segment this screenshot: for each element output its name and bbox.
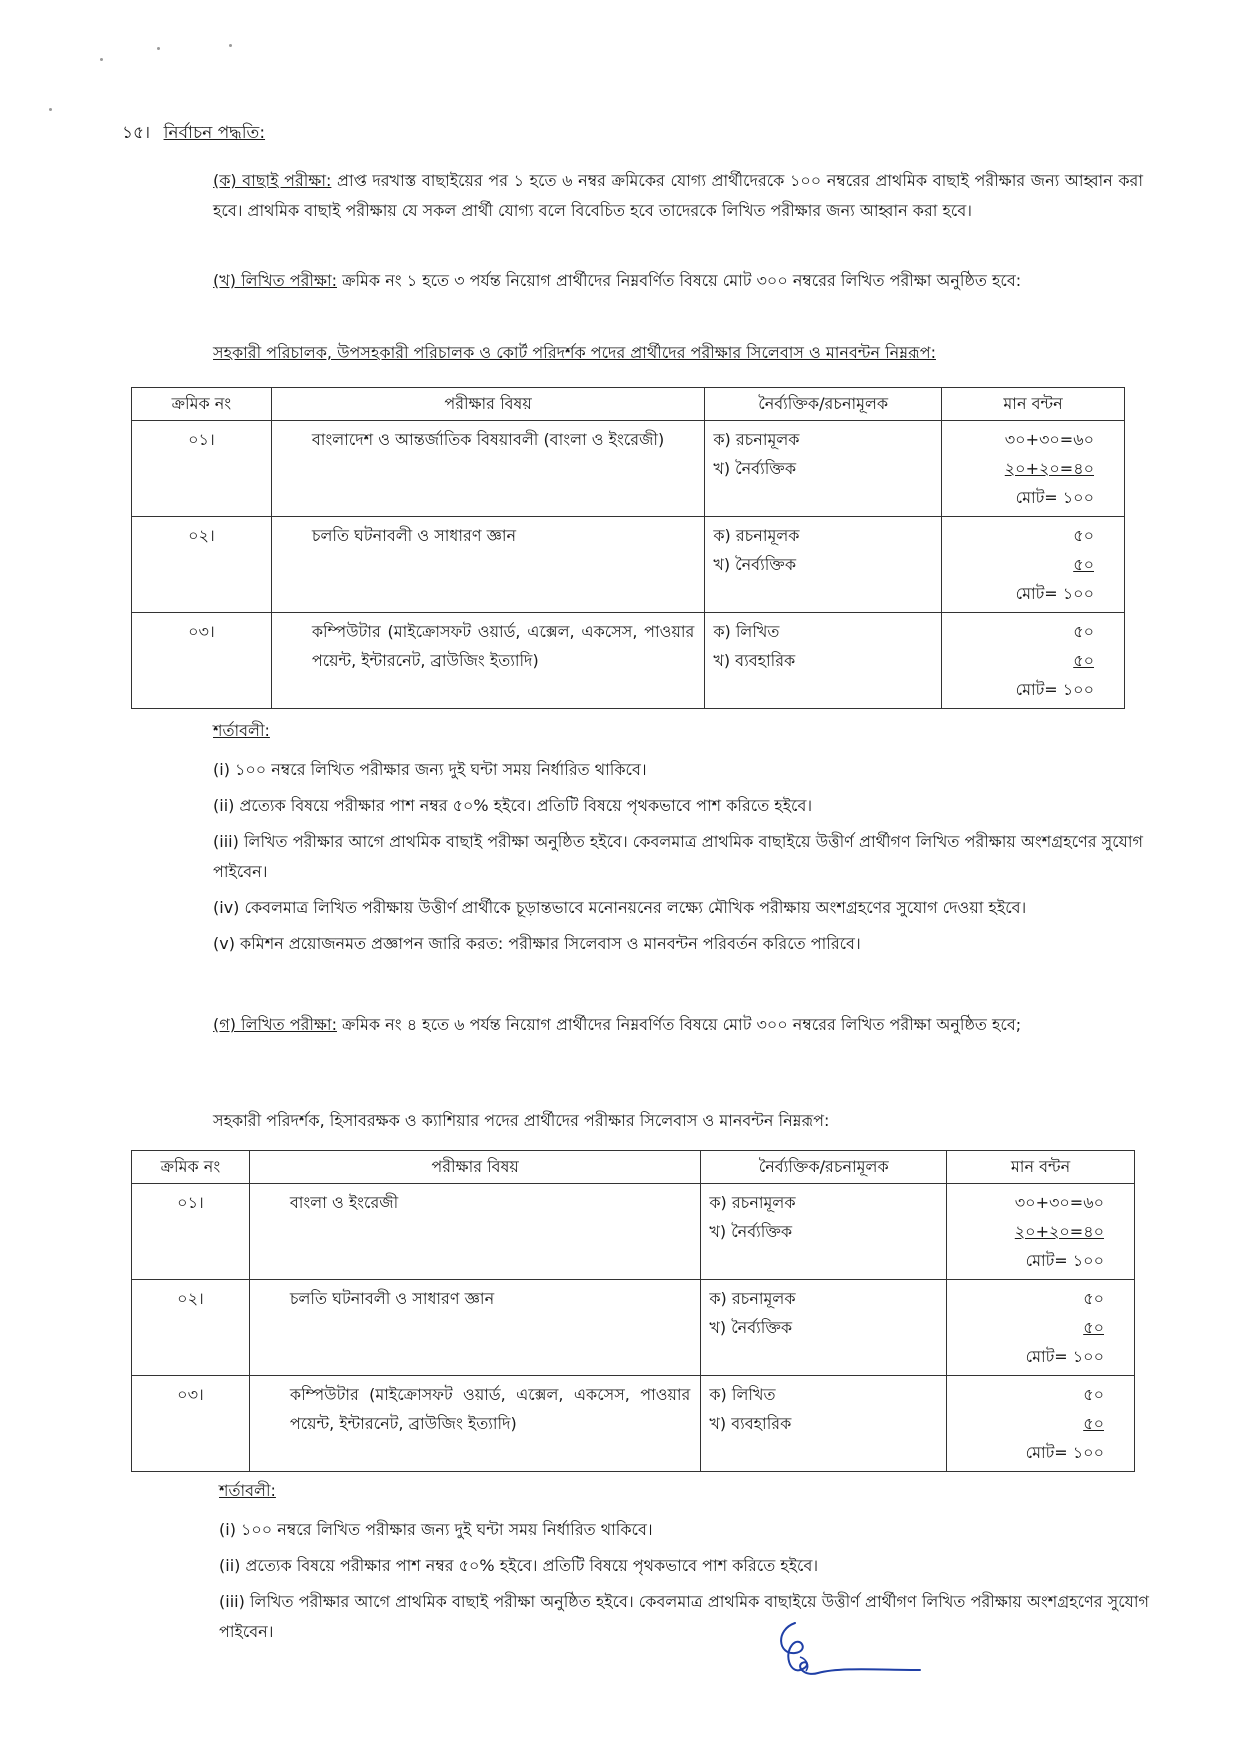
paragraph-ga-label: (গ) লিখিত পরীক্ষা:: [213, 1015, 337, 1034]
marks-total: মোট= ১০০: [1015, 584, 1094, 603]
type-cell: [705, 421, 942, 517]
marks-total: মোট= ১০০: [1015, 680, 1094, 699]
marks-line: ৫০: [1073, 555, 1094, 574]
table-row: [132, 1280, 1135, 1376]
conditions-2: [219, 1478, 1149, 1653]
header-marks: মান বন্টন: [942, 388, 1125, 421]
table-row: [132, 613, 1125, 709]
type-line: ক) রচনামূলক: [713, 430, 800, 449]
header-subject: পরীক্ষার বিষয়: [249, 1151, 700, 1184]
conditions-title: শর্তাবলী:: [213, 721, 270, 740]
condition-item: (iii) লিখিত পরীক্ষার আগে প্রাথমিক বাছাই পরীক্ষা অনুষ্ঠিত হইবে। কেবলমাত্র প্রাথমিক বাছাইয়ে উত্তীর্ণ প্রার্থীগণ লিখিত পরীক্ষায় অংশগ্রহণের সুযোগ পাইবেন।: [219, 1592, 1149, 1641]
type-line: খ) ব্যবহারিক: [713, 651, 796, 670]
marks-line: ২০+২০=৪০: [1004, 459, 1094, 478]
marks-line: ৫০: [1073, 651, 1094, 670]
type-line: ক) রচনামূলক: [713, 526, 800, 545]
type-line: খ) নৈর্ব্যক্তিক: [713, 555, 797, 574]
type-line: খ) নৈর্ব্যক্তিক: [709, 1222, 793, 1241]
paragraph-kha-label: (খ) লিখিত পরীক্ষা:: [213, 271, 337, 290]
marks-cell: [942, 613, 1125, 709]
subject-cell: বাংলাদেশ ও আন্তর্জাতিক বিষয়াবলী (বাংলা ও ইংরেজী): [271, 421, 705, 517]
conditions-title: শর্তাবলী:: [219, 1481, 276, 1500]
paragraph-ka: [213, 166, 1143, 226]
header-subject: পরীক্ষার বিষয়: [271, 388, 705, 421]
marks-line: ৫০: [1083, 1385, 1104, 1404]
condition-item: (i) ১০০ নম্বরে লিখিত পরীক্ষার জন্য দুই ঘন্টা সময় নির্ধারিত থাকিবে।: [219, 1520, 653, 1539]
header-serial: ক্রমিক নং: [132, 388, 272, 421]
type-cell: [701, 1280, 947, 1376]
marks-line: ২০+২০=৪০: [1014, 1222, 1104, 1241]
syllabus-table-1: [131, 387, 1125, 709]
paragraph-ka-text: প্রাপ্ত দরখাস্ত বাছাইয়ের পর ১ হতে ৬ নম্বর ক্রমিকের যোগ্য প্রার্থীদেরকে ১০০ নম্বরের প্রাথমিক বাছাই পরীক্ষার জন্য আহ্বান করা হবে। প্রাথমিক বাছাই পরীক্ষায় যে সকল প্রার্থী যোগ্য বলে বিবেচিত হবে তাদেরকে লিখিত পরীক্ষার জন্য আহ্বান করা হবে।: [213, 171, 1143, 220]
type-line: ক) লিখিত: [713, 622, 780, 641]
paragraph-kha-text: ক্রমিক নং ১ হতে ৩ পর্যন্ত নিয়োগ প্রার্থীদের নিম্নবর্ণিত বিষয়ে মোট ৩০০ নম্বরের লিখিত পরীক্ষা অনুষ্ঠিত হবে:: [337, 271, 1022, 290]
signature: [770, 1615, 930, 1690]
subject-cell: কম্পিউটার (মাইক্রোসফট ওয়ার্ড, এক্সেল, একসেস, পাওয়ার পয়েন্ট, ইন্টারনেট, ব্রাউজিং ইত্যাদি): [249, 1376, 700, 1472]
condition-item: (iv) কেবলমাত্র লিখিত পরীক্ষায় উত্তীর্ণ প্রার্থীকে চূড়ান্তভাবে মনোনয়নের লক্ষ্যে মৌখিক পরীক্ষায় অংশগ্রহণের সুযোগ দেওয়া হইবে।: [213, 898, 1027, 917]
paragraph-ga-text: ক্রমিক নং ৪ হতে ৬ পর্যন্ত নিয়োগ প্রার্থীদের নিম্নবর্ণিত বিষয়ে মোট ৩০০ নম্বরের লিখিত পরীক্ষা অনুষ্ঠিত হবে;: [336, 1015, 1022, 1034]
marks-cell: [947, 1280, 1135, 1376]
condition-item: (v) কমিশন প্রয়োজনমত প্রজ্ঞাপন জারি করত: পরীক্ষার সিলেবাস ও মানবন্টন পরিবর্তন করিতে পারিবে।: [213, 934, 861, 953]
header-serial: ক্রমিক নং: [132, 1151, 250, 1184]
table1-heading: সহকারী পরিচালক, উপসহকারী পরিচালক ও কোর্ট পরিদর্শক পদের প্রার্থীদের পরীক্ষার সিলেবাস ও মানবন্টন নিম্নরূপ:: [213, 343, 936, 362]
marks-total: মোট= ১০০: [1015, 488, 1094, 507]
type-cell: [701, 1184, 947, 1280]
marks-line: ৫০: [1083, 1414, 1104, 1433]
type-line: ক) লিখিত: [709, 1385, 776, 1404]
type-line: ক) রচনামূলক: [709, 1289, 796, 1308]
table-row: [132, 421, 1125, 517]
marks-total: মোট= ১০০: [1025, 1251, 1104, 1270]
type-line: খ) ব্যবহারিক: [709, 1414, 792, 1433]
condition-item: (iii) লিখিত পরীক্ষার আগে প্রাথমিক বাছাই পরীক্ষা অনুষ্ঠিত হইবে। কেবলমাত্র প্রাথমিক বাছাইয়ে উত্তীর্ণ প্রার্থীগণ লিখিত পরীক্ষায় অংশগ্রহণের সুযোগ পাইবেন।: [213, 832, 1143, 881]
serial-cell: ০১।: [132, 421, 272, 517]
paragraph-ga: [213, 1010, 1143, 1040]
marks-line: ৫০: [1073, 622, 1094, 641]
table-row: [132, 1184, 1135, 1280]
marks-line: ৫০: [1083, 1289, 1104, 1308]
type-cell: [705, 517, 942, 613]
header-type: নৈর্ব্যক্তিক/রচনামূলক: [705, 388, 942, 421]
marks-cell: [947, 1376, 1135, 1472]
type-line: খ) নৈর্ব্যক্তিক: [709, 1318, 793, 1337]
table-header-row: [132, 388, 1125, 421]
type-line: খ) নৈর্ব্যক্তিক: [713, 459, 797, 478]
table-header-row: [132, 1151, 1135, 1184]
serial-cell: ০১।: [132, 1184, 250, 1280]
table2-heading: সহকারী পরিদর্শক, হিসাবরক্ষক ও ক্যাশিয়ার পদের প্রার্থীদের পরীক্ষার সিলেবাস ও মানবন্টন নিম্নরূপ:: [213, 1111, 830, 1130]
type-cell: [701, 1376, 947, 1472]
marks-line: ৫০: [1083, 1318, 1104, 1337]
type-cell: [705, 613, 942, 709]
marks-total: মোট= ১০০: [1025, 1347, 1104, 1366]
subject-cell: চলতি ঘটনাবলী ও সাধারণ জ্ঞান: [249, 1280, 700, 1376]
condition-item: (ii) প্রত্যেক বিষয়ে পরীক্ষার পাশ নম্বর ৫০% হইবে। প্রতিটি বিষয়ে পৃথকভাবে পাশ করিতে হইবে।: [219, 1556, 819, 1575]
section-title: [122, 120, 265, 148]
marks-cell: [942, 517, 1125, 613]
table-row: [132, 517, 1125, 613]
type-line: ক) রচনামূলক: [709, 1193, 796, 1212]
syllabus-table-2: [131, 1150, 1135, 1472]
subject-cell: বাংলা ও ইংরেজী: [249, 1184, 700, 1280]
header-type: নৈর্ব্যক্তিক/রচনামূলক: [701, 1151, 947, 1184]
condition-item: (ii) প্রত্যেক বিষয়ে পরীক্ষার পাশ নম্বর ৫০% হইবে। প্রতিটি বিষয়ে পৃথকভাবে পাশ করিতে হইবে।: [213, 796, 813, 815]
serial-cell: ০৩।: [132, 613, 272, 709]
subject-cell: কম্পিউটার (মাইক্রোসফট ওয়ার্ড, এক্সেল, একসেস, পাওয়ার পয়েন্ট, ইন্টারনেট, ব্রাউজিং ইত্যাদি): [271, 613, 705, 709]
condition-item: (i) ১০০ নম্বরে লিখিত পরীক্ষার জন্য দুই ঘন্টা সময় নির্ধারিত থাকিবে।: [213, 760, 647, 779]
section-number: ১৫।: [122, 123, 151, 143]
conditions-1: [213, 718, 1143, 965]
marks-line: ৩০+৩০=৬০: [1004, 430, 1094, 449]
marks-total: মোট= ১০০: [1025, 1443, 1104, 1462]
section-title-text: নির্বাচন পদ্ধতি:: [163, 123, 266, 143]
header-marks: মান বন্টন: [947, 1151, 1135, 1184]
paragraph-ka-label: (ক) বাছাই পরীক্ষা:: [213, 171, 332, 190]
marks-cell: [947, 1184, 1135, 1280]
marks-line: ৩০+৩০=৬০: [1014, 1193, 1104, 1212]
paragraph-kha: [213, 266, 1143, 296]
serial-cell: ০২।: [132, 517, 272, 613]
table-row: [132, 1376, 1135, 1472]
subject-cell: চলতি ঘটনাবলী ও সাধারণ জ্ঞান: [271, 517, 705, 613]
serial-cell: ০৩।: [132, 1376, 250, 1472]
serial-cell: ০২।: [132, 1280, 250, 1376]
marks-cell: [942, 421, 1125, 517]
marks-line: ৫০: [1073, 526, 1094, 545]
